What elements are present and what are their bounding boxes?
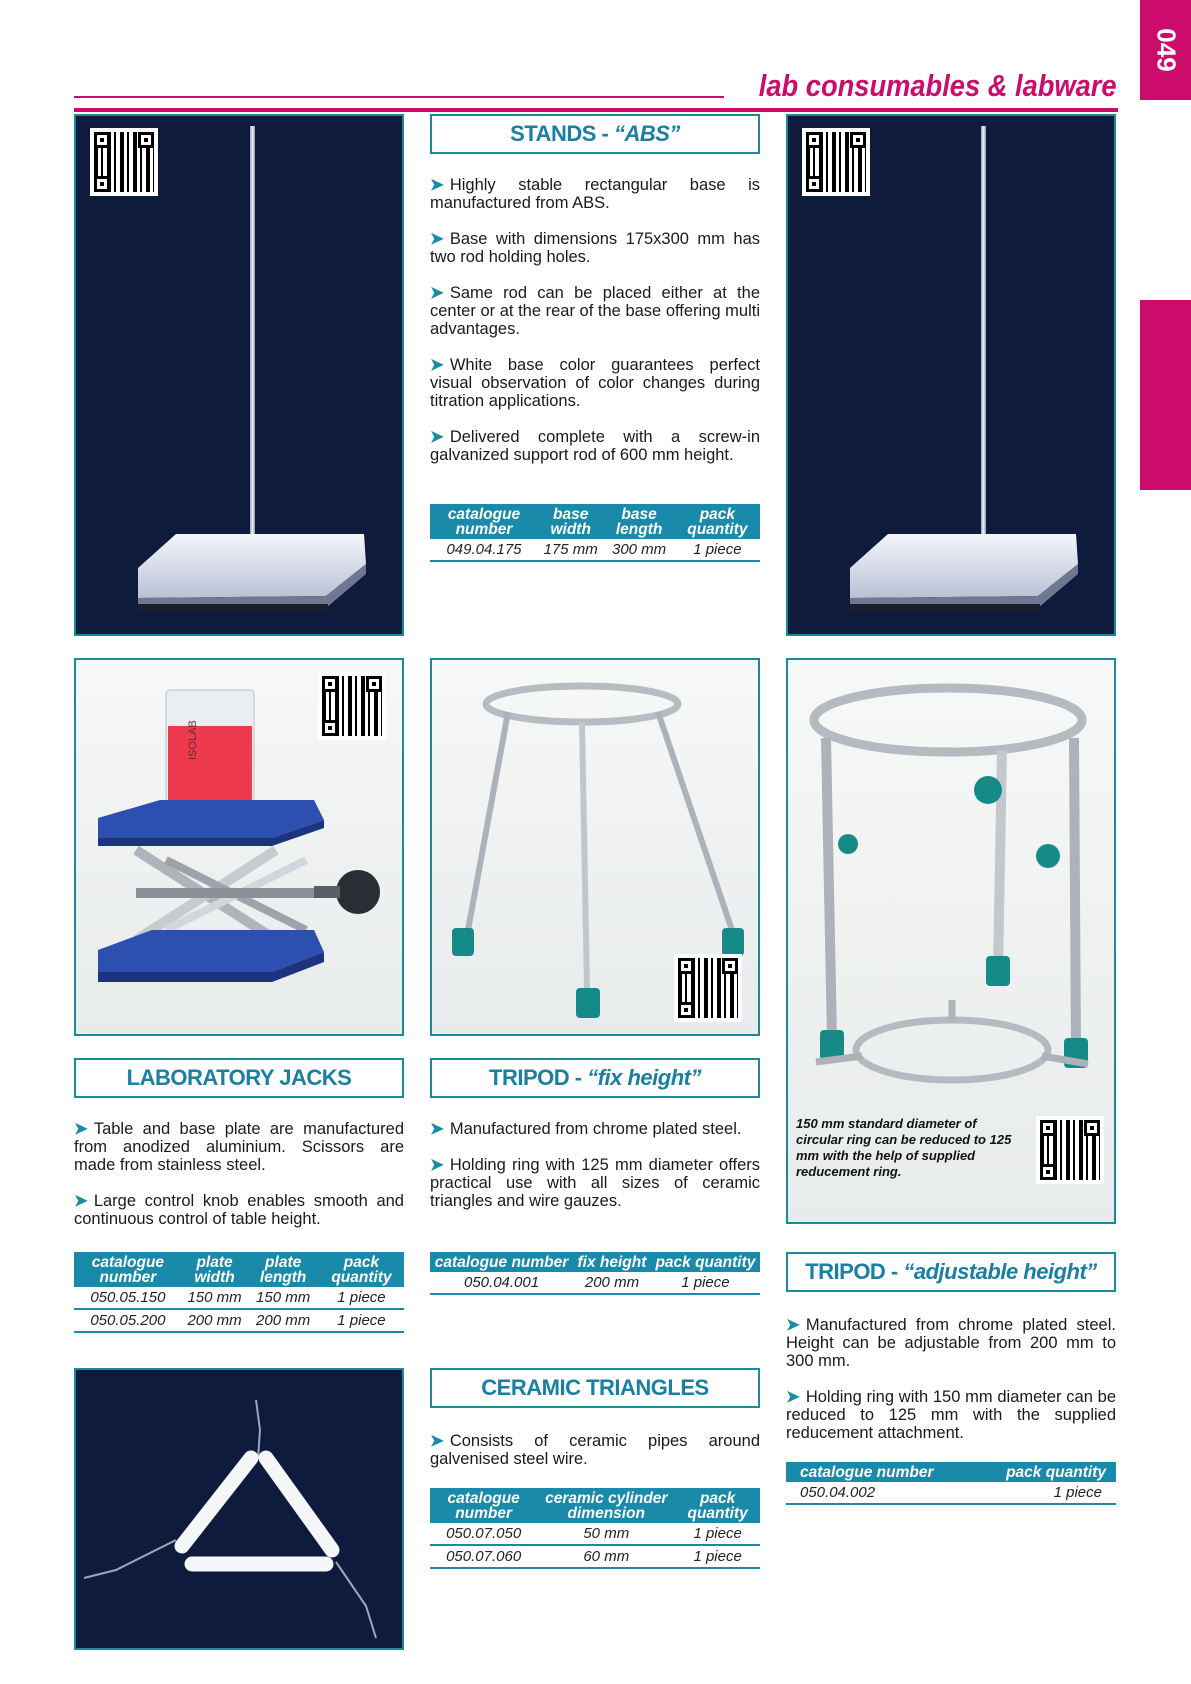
bullet: ➤ Highly stable rectangular base is manufactured from ABS. bbox=[430, 176, 760, 212]
col-header: pack quantity bbox=[675, 1488, 760, 1523]
arrow-icon: ➤ bbox=[430, 230, 444, 248]
page-number: 049 bbox=[1151, 28, 1181, 72]
col-header: plate width bbox=[182, 1252, 248, 1287]
table-row: 050.07.060 60 mm 1 piece bbox=[430, 1545, 760, 1568]
tripod-fix-title-sub: “fix height” bbox=[587, 1065, 701, 1090]
qr-code[interactable] bbox=[674, 954, 742, 1022]
table-row: 050.04.002 1 piece bbox=[786, 1482, 1116, 1504]
arrow-icon: ➤ bbox=[786, 1388, 800, 1406]
stands-title bbox=[430, 114, 760, 154]
col-header: pack quantity bbox=[974, 1462, 1116, 1482]
arrow-icon: ➤ bbox=[430, 428, 444, 446]
arrow-icon: ➤ bbox=[430, 284, 444, 302]
bullet: ➤ Consists of ceramic pipes around galvenised steel wire. bbox=[430, 1432, 760, 1468]
triangles-title: CERAMIC TRIANGLES bbox=[430, 1368, 760, 1408]
col-header: pack quantity bbox=[319, 1252, 404, 1287]
bullet: ➤ Delivered complete with a screw-in galvanized support rod of 600 mm height. bbox=[430, 428, 760, 464]
bullet: ➤ Holding ring with 150 mm diameter can be reduced to 125 mm with the supplied reducement attachment. bbox=[786, 1388, 1116, 1442]
stands-title-sub: “ABS” bbox=[613, 121, 680, 146]
col-header: catalogue number bbox=[430, 1488, 537, 1523]
lab-jack-photo bbox=[74, 658, 404, 1036]
stands-table bbox=[430, 504, 760, 562]
col-header: ceramic cylinder dimension bbox=[537, 1488, 675, 1523]
qr-code[interactable] bbox=[802, 128, 870, 196]
col-header: base length bbox=[603, 504, 674, 539]
bullet: ➤ Same rod can be placed either at the center or at the rear of the base offering multi advantages. bbox=[430, 284, 760, 338]
arrow-icon: ➤ bbox=[430, 356, 444, 374]
ceramic-triangle-illustration bbox=[76, 1370, 402, 1648]
tripod-adjustable-title-sub: “adjustable height” bbox=[903, 1259, 1097, 1284]
arrow-icon: ➤ bbox=[74, 1120, 88, 1138]
arrow-icon: ➤ bbox=[430, 176, 444, 194]
table-row: 049.04.175 175 mm 300 mm 1 piece bbox=[430, 539, 760, 561]
tripod-adjustable-table bbox=[786, 1462, 1116, 1505]
qr-code[interactable] bbox=[90, 128, 158, 196]
qr-code[interactable] bbox=[1036, 1116, 1104, 1184]
table-row: 050.05.200 200 mm 200 mm 1 piece bbox=[74, 1309, 404, 1332]
table-row: 050.05.150 150 mm 150 mm 1 piece bbox=[74, 1287, 404, 1309]
col-header: plate length bbox=[247, 1252, 319, 1287]
col-header: catalogue number bbox=[74, 1252, 182, 1287]
tripod-fix-title-main: TRIPOD - bbox=[489, 1065, 588, 1090]
col-header: fix height bbox=[573, 1252, 651, 1272]
tripod-fix-description bbox=[430, 1120, 760, 1228]
col-header: base width bbox=[538, 504, 603, 539]
col-header: catalogue number bbox=[430, 1252, 573, 1272]
bullet: ➤ Manufactured from chrome plated steel. Height can be adjustable from 200 mm to 300 mm. bbox=[786, 1316, 1116, 1370]
col-header: catalogue number bbox=[430, 504, 538, 539]
table-row: 050.07.050 50 mm 1 piece bbox=[430, 1523, 760, 1545]
arrow-icon: ➤ bbox=[74, 1192, 88, 1210]
header-bar bbox=[74, 108, 1118, 112]
tripod-adjustable-title-main: TRIPOD - bbox=[805, 1259, 904, 1284]
tripod-adjustable-description bbox=[786, 1316, 1116, 1460]
stands-description bbox=[430, 176, 760, 482]
page-title: lab consumables & labware bbox=[759, 68, 1117, 103]
stand-photo-left bbox=[74, 114, 404, 636]
page-number-tab bbox=[1140, 0, 1191, 100]
beaker-label: ISOLAB bbox=[187, 720, 199, 760]
col-header: pack quantity bbox=[675, 504, 760, 539]
triangles-description bbox=[430, 1432, 760, 1486]
tripod-fix-table bbox=[430, 1252, 760, 1295]
bullet: ➤ Base with dimensions 175x300 mm has two rod holding holes. bbox=[430, 230, 760, 266]
col-header: pack quantity bbox=[651, 1252, 760, 1272]
tripod-adjustable-photo bbox=[786, 658, 1116, 1224]
jacks-title: LABORATORY JACKS bbox=[74, 1058, 404, 1098]
tripod-fix-title bbox=[430, 1058, 760, 1098]
bullet: ➤ Holding ring with 125 mm diameter offers practical use with all sizes of ceramic triangles and wire gauzes. bbox=[430, 1156, 760, 1210]
bullet: ➤ White base color guarantees perfect visual observation of color changes during titration applications. bbox=[430, 356, 760, 410]
qr-code[interactable] bbox=[318, 672, 386, 740]
stands-title-main: STANDS - bbox=[510, 121, 614, 146]
stand-photo-right bbox=[786, 114, 1116, 636]
header-rule bbox=[74, 96, 724, 98]
jacks-description bbox=[74, 1120, 404, 1246]
side-tab bbox=[1140, 300, 1191, 490]
triangles-table bbox=[430, 1488, 760, 1569]
bullet: ➤ Large control knob enables smooth and continuous control of table height. bbox=[74, 1192, 404, 1228]
jacks-table bbox=[74, 1252, 404, 1333]
arrow-icon: ➤ bbox=[430, 1120, 444, 1138]
arrow-icon: ➤ bbox=[430, 1156, 444, 1174]
bullet: ➤ Table and base plate are manufactured from anodized aluminium. Scissors are made from stainless steel. bbox=[74, 1120, 404, 1174]
tripod-adjustable-title bbox=[786, 1252, 1116, 1292]
arrow-icon: ➤ bbox=[786, 1316, 800, 1334]
reducement-ring-illustration bbox=[802, 990, 1102, 1100]
table-row: 050.04.001 200 mm 1 piece bbox=[430, 1272, 760, 1294]
reducement-note: 150 mm standard diameter of circular ring can be reduced to 125 mm with the help of supplied reducement ring. bbox=[796, 1116, 1012, 1179]
arrow-icon: ➤ bbox=[430, 1432, 444, 1450]
ceramic-triangle-photo bbox=[74, 1368, 404, 1650]
col-header: catalogue number bbox=[786, 1462, 974, 1482]
tripod-fix-photo bbox=[430, 658, 760, 1036]
bullet: ➤ Manufactured from chrome plated steel. bbox=[430, 1120, 742, 1138]
